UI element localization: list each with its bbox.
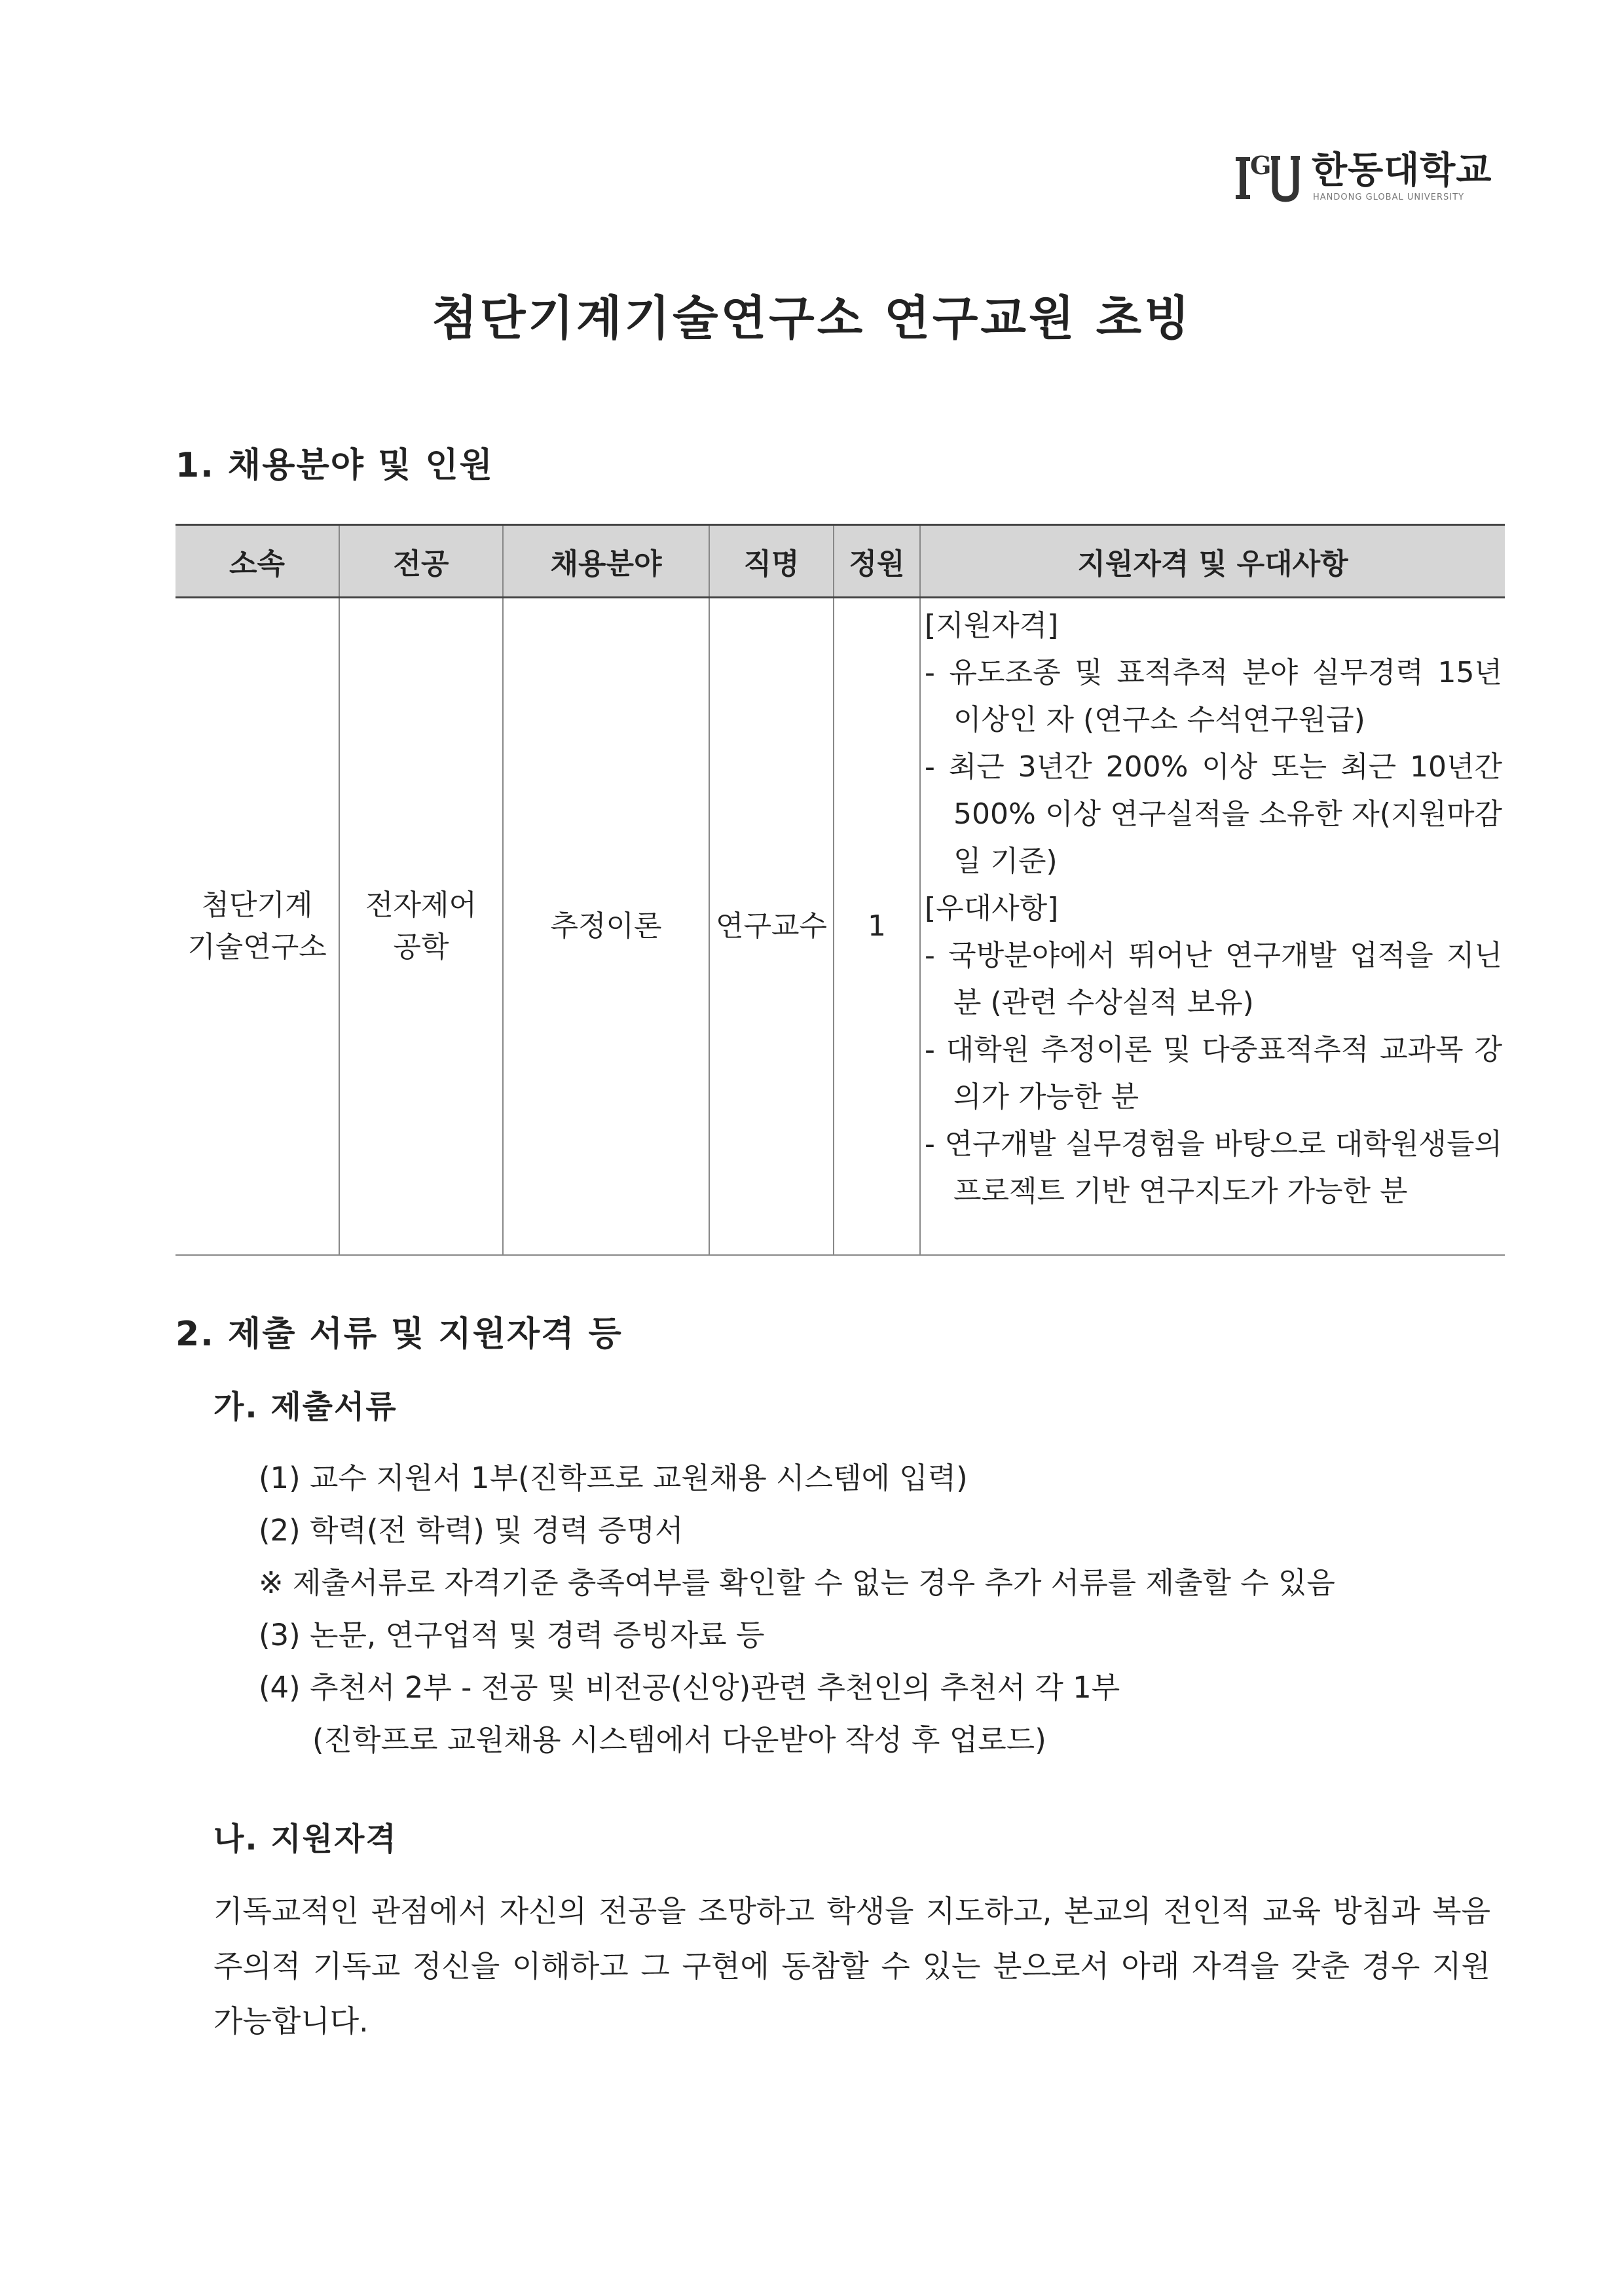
cell-quota: 1: [834, 598, 920, 1256]
cell-affiliation: [175, 598, 339, 1256]
list-item: (4) 추천서 2부 - 전공 및 비전공(신앙)관련 추천인의 추천서 각 1부: [259, 1670, 1120, 1705]
qualification-item: - 최근 3년간 200% 이상 또는 최근 10년간 500% 이상 연구실적을 소유한 자(지원마감일 기준): [925, 750, 1502, 878]
major-line: 공학: [393, 930, 449, 964]
university-name: 한동대학교: [1312, 149, 1492, 192]
recruitment-table: [175, 524, 1505, 1256]
list-item-detail: (진학프로 교원채용 시스템에서 다운받아 작성 후 업로드): [312, 1722, 1046, 1757]
cell-field: 추정이론: [503, 598, 709, 1256]
affiliation-line: 첨단기계: [201, 888, 313, 922]
university-subtitle: HANDONG GLOBAL UNIVERSITY: [1313, 192, 1465, 202]
list-item: (2) 학력(전 학력) 및 경력 증명서: [259, 1513, 684, 1548]
section-heading-recruitment: 1. 채용분야 및 인원: [175, 446, 494, 485]
header-field: 채용분야: [503, 525, 709, 598]
subheading-documents: 가. 제출서류: [213, 1389, 397, 1425]
cell-position: 연구교수: [709, 598, 834, 1256]
cell-qualifications: [920, 598, 1505, 1256]
qualifications-heading: [지원자격]: [925, 609, 1059, 642]
preference-item: - 연구개발 실무경험을 바탕으로 대학원생들의 프로젝트 기반 연구지도가 가능한 분: [925, 1127, 1502, 1208]
cell-major: [339, 598, 503, 1256]
list-item: (1) 교수 지원서 1부(진학프로 교원채용 시스템에 입력): [259, 1461, 968, 1495]
preference-item: - 국방분야에서 뛰어난 연구개발 업적을 지닌 분 (관련 수상실적 보유): [925, 939, 1502, 1019]
qualifications-paragraph: 기독교적인 관점에서 자신의 전공을 조망하고 학생을 지도하고, 본교의 전인적 교육 방침과 복음주의적 기독교 정신을 이해하고 그 구현에 동참할 수 있는 분으로서 아래 자격을 갖춘 경우 지원 가능합니다.: [213, 1893, 1490, 2039]
document-list: [259, 1452, 1490, 1766]
table-header-row: [175, 525, 1505, 598]
page-title: 첨단기계기술연구소 연구교원 초빙: [432, 291, 1192, 346]
header-position: 직명: [709, 525, 834, 598]
hgu-emblem-icon: [1234, 137, 1306, 210]
header-qualifications: 지원자격 및 우대사항: [920, 525, 1505, 598]
header-major: 전공: [339, 525, 503, 598]
list-item: (3) 논문, 연구업적 및 경력 증빙자료 등: [259, 1618, 765, 1652]
header-affiliation: 소속: [175, 525, 339, 598]
header-quota: 정원: [834, 525, 920, 598]
section-heading-documents: 2. 제출 서류 및 지원자격 등: [175, 1315, 623, 1354]
table-row: [175, 598, 1505, 1256]
preferences-heading: [우대사항]: [925, 892, 1059, 925]
document-note: ※ 제출서류로 자격기준 충족여부를 확인할 수 없는 경우 추가 서류를 제출할 수 있음: [259, 1565, 1335, 1600]
affiliation-line: 기술연구소: [187, 930, 327, 964]
major-line: 전자제어: [365, 888, 477, 922]
qualification-item: - 유도조종 및 표적추적 분야 실무경력 15년 이상인 자 (연구소 수석연구원급): [925, 656, 1502, 737]
subheading-qualifications: 나. 지원자격: [213, 1821, 397, 1857]
svg-text:G: G: [1250, 151, 1272, 180]
preference-item: - 대학원 추정이론 및 다중표적추적 교과목 강의가 가능한 분: [925, 1033, 1502, 1114]
university-logo: [1234, 137, 1496, 210]
